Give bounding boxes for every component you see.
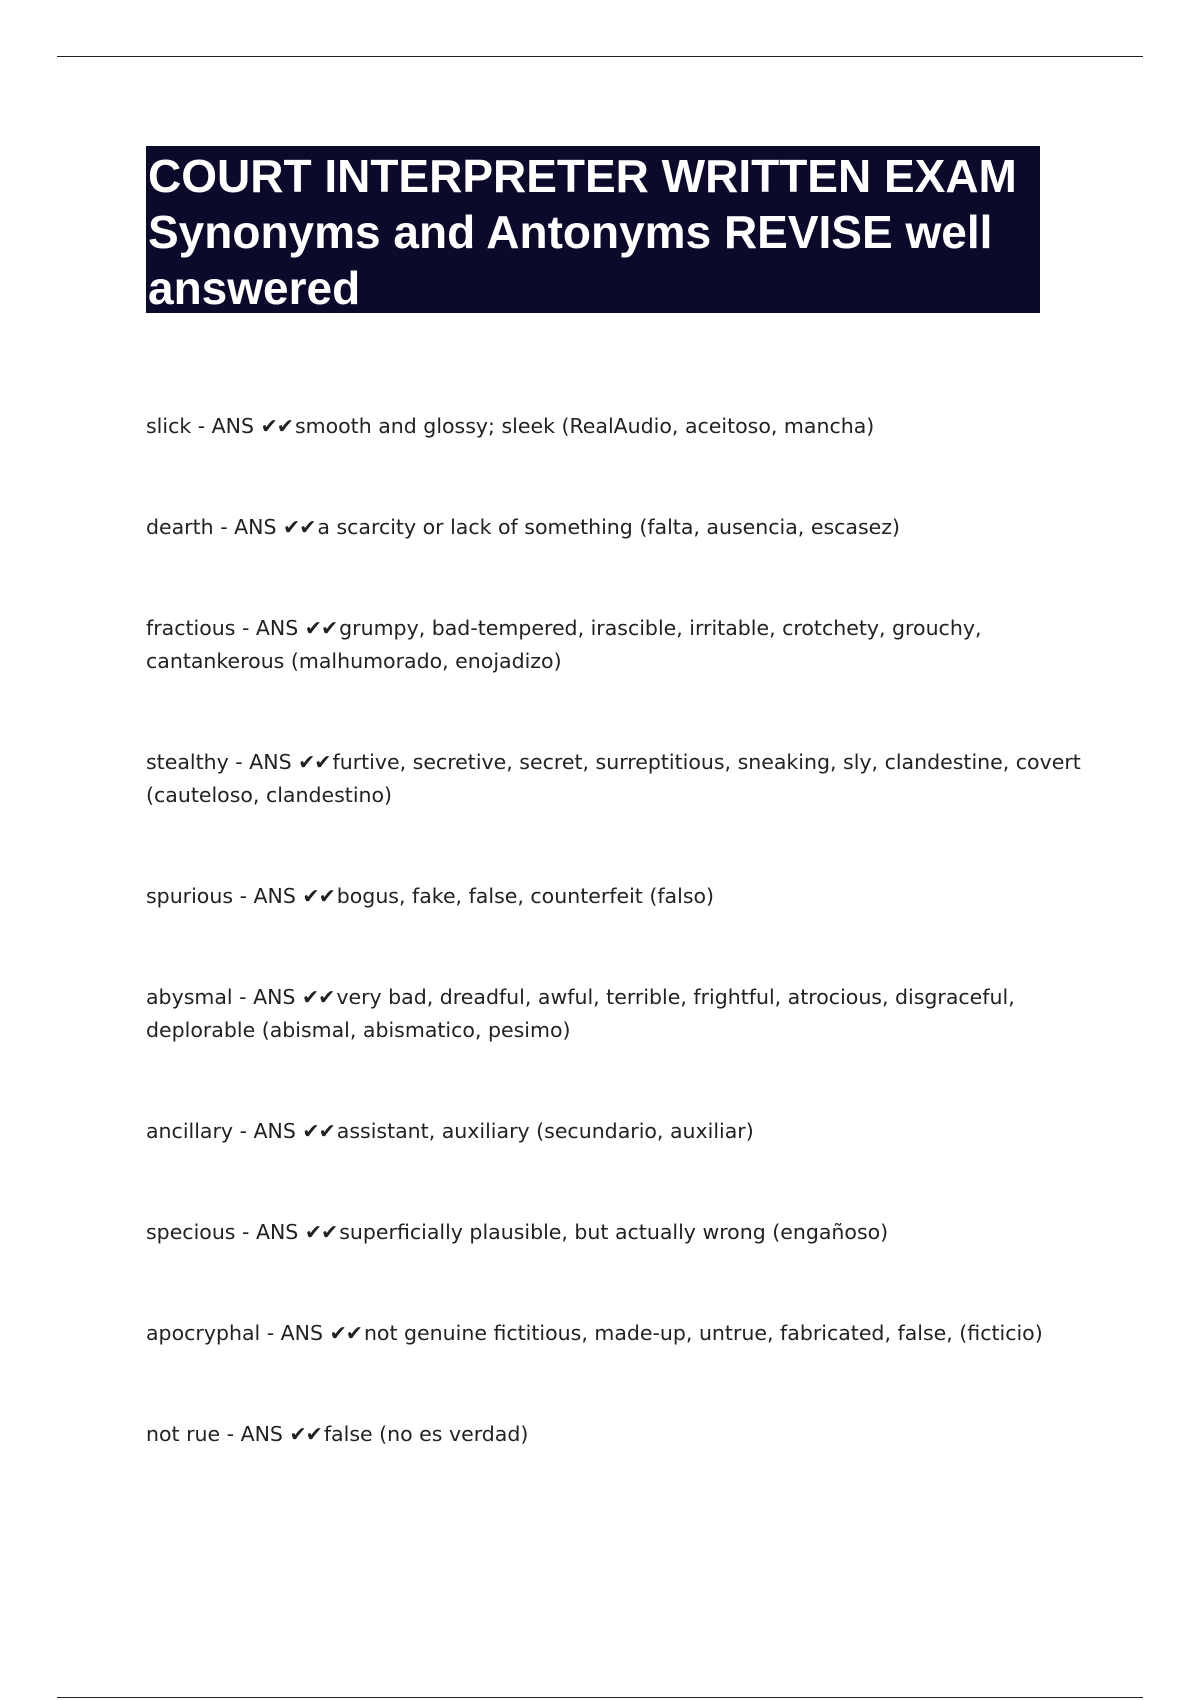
entry-term: slick [146, 414, 192, 438]
entry-term: dearth [146, 515, 214, 539]
list-item [146, 1115, 1106, 1148]
entry-definition: superficially plausible, but actually wrong (engañoso) [339, 1220, 889, 1244]
double-check-icon: ✔✔ [298, 750, 331, 774]
double-check-icon: ✔✔ [302, 1119, 335, 1143]
entry-term: ancillary [146, 1119, 234, 1143]
entry-marker: - ANS [241, 616, 299, 640]
entry-definition: not genuine fictitious, made-up, untrue, fabricated, false, (ficticio) [363, 1321, 1043, 1345]
entry-term: spurious [146, 884, 234, 908]
entry-definition: a scarcity or lack of something (falta, ausencia, escasez) [317, 515, 901, 539]
list-item [146, 612, 1106, 678]
entry-definition: furtive, secretive, secret, surreptitious, sneaking, sly, clandestine, covert (cauteloso, clandestino) [146, 750, 1081, 807]
entry-term: specious [146, 1220, 236, 1244]
entry-marker: - ANS [266, 1321, 324, 1345]
list-item [146, 511, 1106, 544]
list-item [146, 1418, 1106, 1451]
entry-definition: bogus, fake, false, counterfeit (falso) [336, 884, 715, 908]
double-check-icon: ✔✔ [304, 1220, 338, 1244]
list-item [146, 410, 1106, 443]
list-item [146, 746, 1106, 812]
entry-marker: - ANS [239, 985, 296, 1009]
entry-term: apocryphal [146, 1321, 261, 1345]
entry-term: fractious [146, 616, 236, 640]
entry-marker: - ANS [239, 884, 296, 908]
entry-marker: - ANS [239, 1119, 296, 1143]
entry-marker: - ANS [197, 414, 255, 438]
double-check-icon: ✔✔ [283, 515, 316, 539]
entry-definition: very bad, dreadful, awful, terrible, frightful, atrocious, disgraceful, deplorable (abismal, abismatico, pesimo) [146, 985, 1015, 1042]
document-title-banner [146, 146, 1040, 313]
entry-definition: grumpy, bad-tempered, irascible, irritable, crotchety, grouchy, cantankerous (malhumorado, enojadizo) [146, 616, 982, 673]
double-check-icon: ✔✔ [260, 414, 293, 438]
header-rule [57, 56, 1143, 57]
list-item [146, 1216, 1106, 1249]
double-check-icon: ✔✔ [302, 884, 335, 908]
list-item [146, 981, 1106, 1047]
entry-term: stealthy [146, 750, 229, 774]
list-item [146, 1317, 1106, 1350]
double-check-icon: ✔✔ [301, 985, 335, 1009]
entry-definition: false (no es verdad) [323, 1422, 529, 1446]
list-item [146, 880, 1106, 913]
double-check-icon: ✔✔ [329, 1321, 362, 1345]
document-title: COURT INTERPRETER WRITTEN EXAM Synonyms and Antonyms REVISE well answered [148, 150, 1017, 314]
footer-rule [57, 1697, 1143, 1698]
entry-marker: - ANS [226, 1422, 283, 1446]
entry-term: not rue [146, 1422, 221, 1446]
entry-definition: smooth and glossy; sleek (RealAudio, aceitoso, mancha) [294, 414, 875, 438]
entry-definition: assistant, auxiliary (secundario, auxiliar) [336, 1119, 754, 1143]
double-check-icon: ✔✔ [289, 1422, 322, 1446]
entry-marker: - ANS [220, 515, 277, 539]
entry-marker: - ANS [242, 1220, 299, 1244]
entry-marker: - ANS [235, 750, 292, 774]
double-check-icon: ✔✔ [304, 616, 338, 640]
entry-list [146, 410, 1106, 1519]
entry-term: abysmal [146, 985, 233, 1009]
